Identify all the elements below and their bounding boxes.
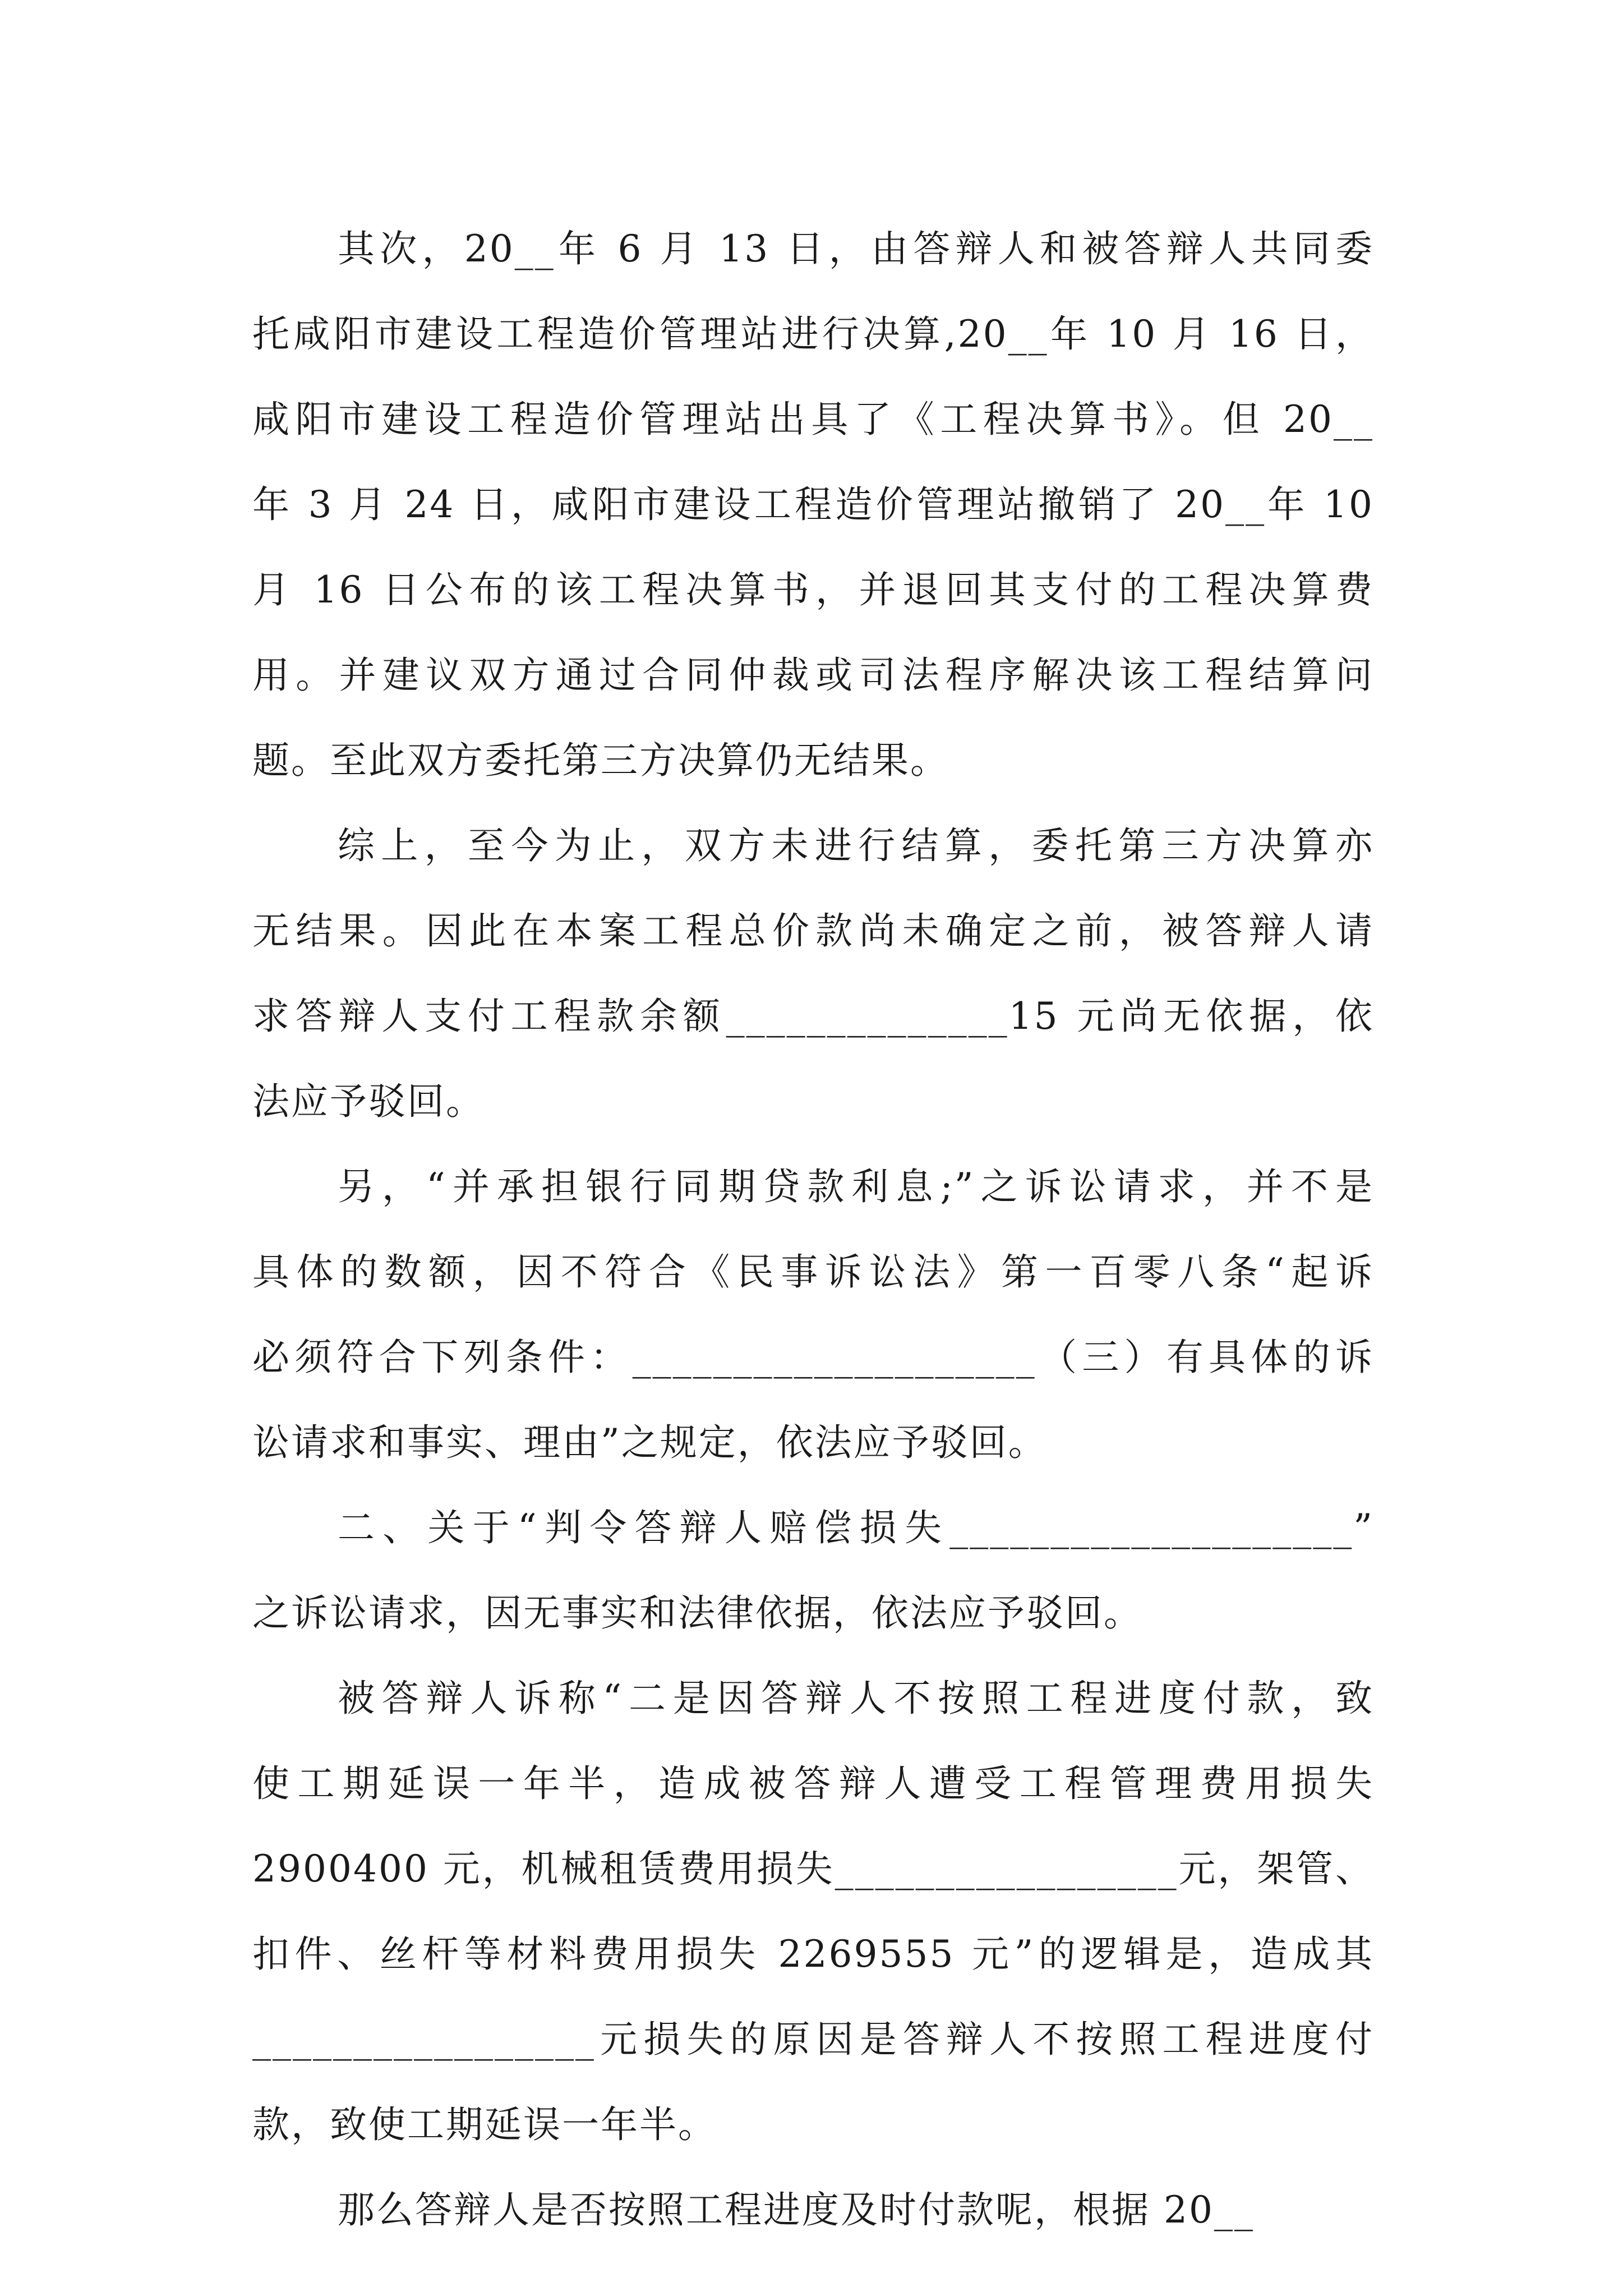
paragraph (252, 803, 1374, 1144)
paragraph (252, 1485, 1374, 1656)
text-line: 题。至此双方委托第三方决算仍无结果。 (252, 739, 949, 782)
text-line: 使工期延误一年半，造成被答辩人遭受工程管理费用损失 (252, 1762, 1374, 1805)
paragraph (252, 1144, 1374, 1485)
text-line: 之诉讼请求，因无事实和法律依据，依法应予驳回。 (252, 1591, 1142, 1635)
text-line: 年 3 月 24 日，咸阳市建设工程造价管理站撤销了 20__年 10 (252, 483, 1374, 526)
text-line: 另，“并承担银行同期贷款利息;”之诉讼请求，并不是 (338, 1165, 1374, 1208)
text-line: 具体的数额，因不符合《民事诉讼法》第一百零八条“起诉 (252, 1250, 1374, 1294)
text-line: 那么答辩人是否按照工程进度及时付款呢，根据 20__ (338, 2188, 1255, 2231)
text-line: 咸阳市建设工程造价管理站出具了《工程决算书》。但 20__ (252, 398, 1374, 441)
text-line: 求答辩人支付工程款余额______________15 元尚无依据，依 (252, 995, 1374, 1038)
paragraph (252, 206, 1374, 803)
text-line: 讼请求和事实、理由”之规定，依法应予驳回。 (252, 1421, 1047, 1464)
text-line: _________________元损失的原因是答辩人不按照工程进度付 (252, 2018, 1374, 2061)
paragraph (252, 1656, 1374, 2168)
text-line: 2900400 元，机械租赁费用损失_________________元，架管、 (252, 1847, 1374, 1890)
text-line: 用。并建议双方通过合同仲裁或司法程序解决该工程结算问 (252, 654, 1374, 697)
text-line: 无结果。因此在本案工程总价款尚未确定之前，被答辩人请 (252, 909, 1374, 953)
text-line: 二、关于“判令答辩人赔偿损失____________________” (338, 1506, 1374, 1549)
text-line: 综上，至今为止，双方未进行结算，委托第三方决算亦 (338, 824, 1374, 867)
text-line: 月 16 日公布的该工程决算书，并退回其支付的工程决算费 (252, 568, 1374, 611)
text-line: 被答辩人诉称“二是因答辩人不按照工程进度付款，致 (338, 1677, 1374, 1720)
text-line: 必须符合下列条件：____________________（三）有具体的诉 (252, 1336, 1374, 1379)
paragraph (252, 2168, 1374, 2253)
text-line: 其次，20__年 6 月 13 日，由答辩人和被答辩人共同委 (338, 227, 1374, 270)
text-line: 托咸阳市建设工程造价管理站进行决算,20__年 10 月 16 日， (252, 312, 1374, 356)
document-body (252, 206, 1374, 2253)
text-line: 法应予驳回。 (252, 1080, 485, 1123)
text-line: 款，致使工期延误一年半。 (252, 2103, 717, 2146)
text-line: 扣件、丝杆等材料费用损失 2269555 元”的逻辑是，造成其 (252, 1932, 1374, 1976)
